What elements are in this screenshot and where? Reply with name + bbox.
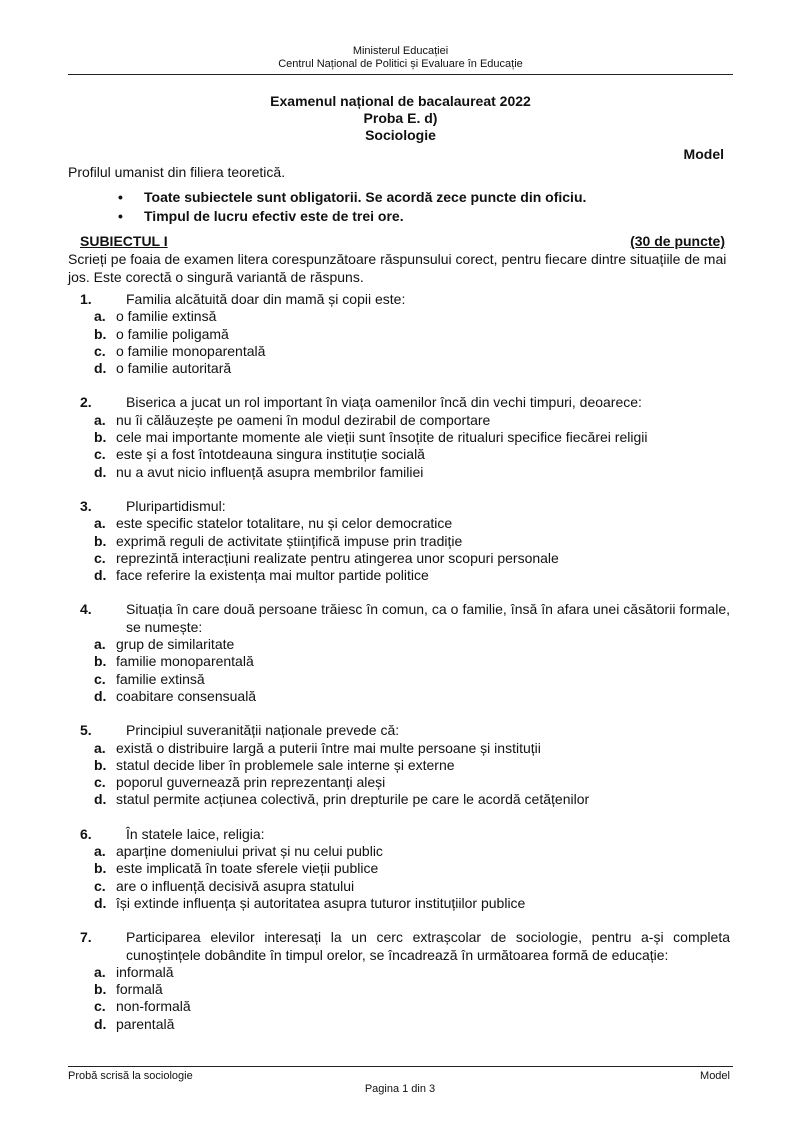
- answer-option: [80, 636, 730, 653]
- option-text: formală: [116, 981, 163, 998]
- option-letter: a.: [94, 963, 106, 980]
- answer-option: [80, 326, 730, 343]
- answer-option: [80, 533, 730, 550]
- option-text: aparține domeniului privat și nu celui public: [116, 843, 383, 860]
- question-number: 2.: [80, 394, 92, 411]
- question-text: Familia alcătuită doar din mamă și copii este:: [126, 291, 406, 307]
- answer-option: [80, 981, 730, 998]
- option-letter: d.: [94, 791, 107, 808]
- option-text: familie monoparentală: [116, 653, 254, 670]
- option-letter: b.: [94, 653, 107, 670]
- section-instructions: Scrieți pe foaia de examen litera corespunzătoare răspunsului corect, pentru fiecare dintre situațiile de mai jos. Este corectă o singură variantă de răspuns.: [68, 251, 727, 285]
- answer-option: [80, 515, 730, 532]
- option-letter: c.: [94, 670, 106, 687]
- option-letter: b.: [94, 860, 107, 877]
- answer-option: [80, 757, 730, 774]
- question-block: [80, 929, 730, 1033]
- section-heading: [80, 233, 725, 249]
- option-text: are o influență decisivă asupra statului: [116, 877, 355, 894]
- answer-option: [80, 688, 730, 705]
- option-letter: a.: [94, 739, 106, 756]
- option-letter: c.: [94, 877, 106, 894]
- option-text: o familie autoritară: [116, 360, 232, 377]
- answer-option: [80, 671, 730, 688]
- option-text: cele mai importante momente ale vieții sunt însoțite de ritualuri specifice fiecărei religii: [116, 429, 648, 446]
- question-stem: [80, 722, 730, 739]
- option-letter: a.: [94, 636, 106, 653]
- answer-option: [80, 740, 730, 757]
- answer-option: [80, 895, 730, 912]
- questions-list: [80, 291, 730, 1050]
- option-text: poporul guvernează prin reprezentanți aleși: [116, 774, 386, 791]
- answer-option: [80, 360, 730, 377]
- question-number: 7.: [80, 929, 92, 946]
- bullet-icon: •: [118, 189, 123, 205]
- option-letter: d.: [94, 567, 107, 584]
- section-title: SUBIECTUL I: [80, 233, 168, 249]
- option-letter: d.: [94, 1015, 107, 1032]
- answer-option: [80, 998, 730, 1015]
- option-text: nu îi călăuzește pe oameni în modul dezirabil de comportare: [116, 411, 491, 428]
- answer-option: [80, 843, 730, 860]
- question-stem: [80, 498, 730, 515]
- bullet-icon: •: [118, 208, 123, 224]
- subject-title: Sociologie: [365, 127, 436, 143]
- answer-option: [80, 653, 730, 670]
- question-stem: [80, 929, 730, 964]
- center-name: Centrul Național de Politici și Evaluare în Educație: [278, 58, 523, 70]
- question-block: [80, 498, 730, 584]
- question-block: [80, 601, 730, 705]
- option-letter: a.: [94, 308, 106, 325]
- profile-line: Profilul umanist din filiera teoretică.: [68, 164, 286, 180]
- option-letter: a.: [94, 411, 106, 428]
- answer-option: [80, 1016, 730, 1033]
- option-text: familie extinsă: [116, 670, 205, 687]
- question-text: Participarea elevilor interesați la un cerc extrașcolar de sociologie, pentru a-și completa cunoștințele dobândite în timpul orelor, se încadrează în următoarea formă de educație:: [126, 929, 730, 963]
- question-block: [80, 291, 730, 377]
- option-letter: d.: [94, 360, 107, 377]
- answer-option: [80, 464, 730, 481]
- option-text: exprimă reguli de activitate științifică impuse prin tradiție: [116, 532, 463, 549]
- page-number: Pagina 1 din 3: [364, 1083, 436, 1095]
- option-letter: c.: [94, 998, 106, 1015]
- question-block: [80, 394, 730, 480]
- answer-option: [80, 412, 730, 429]
- proba-title: Proba E. d): [363, 110, 438, 126]
- rule-item: • Toate subiectele sunt obligatorii. Se acordă zece puncte din oficiu.: [118, 189, 587, 205]
- question-text: Biserica a jucat un rol important în viața oamenilor încă din vechi timpuri, deoarece:: [126, 394, 642, 411]
- answer-option: [80, 878, 730, 895]
- option-letter: c.: [94, 774, 106, 791]
- answer-option: [80, 446, 730, 463]
- option-letter: c.: [94, 446, 106, 463]
- question-stem: [80, 291, 730, 308]
- option-text: este implicată în toate sferele vieții publice: [116, 860, 379, 877]
- section-points: (30 de puncte): [630, 233, 725, 249]
- option-text: nu a avut nicio influență asupra membrilor familiei: [116, 463, 424, 480]
- header-divider: [68, 74, 733, 75]
- option-text: non-formală: [116, 998, 191, 1015]
- footer-divider: [68, 1066, 733, 1067]
- question-number: 6.: [80, 825, 92, 842]
- question-block: [80, 722, 730, 808]
- answer-option: [80, 429, 730, 446]
- answer-option: [80, 791, 730, 808]
- footer-left: Probă scrisă la sociologie: [68, 1070, 193, 1082]
- exam-title: Examenul național de bacalaureat 2022: [270, 93, 531, 109]
- option-text: o familie poligamă: [116, 325, 229, 342]
- question-stem: [80, 394, 730, 411]
- question-number: 4.: [80, 601, 92, 618]
- option-letter: d.: [94, 894, 107, 911]
- question-text: Situația în care două persoane trăiesc în comun, ca o familie, însă în afara unei căsătorii formale, se numește:: [126, 601, 730, 635]
- answer-option: [80, 343, 730, 360]
- answer-option: [80, 550, 730, 567]
- question-stem: [80, 826, 730, 843]
- rule-item: • Timpul de lucru efectiv este de trei ore.: [118, 208, 404, 224]
- option-text: este și a fost întotdeauna singura instituție socială: [116, 446, 425, 463]
- option-text: coabitare consensuală: [116, 687, 257, 704]
- answer-option: [80, 964, 730, 981]
- question-number: 3.: [80, 497, 92, 514]
- option-text: o familie monoparentală: [116, 342, 266, 359]
- option-text: își extinde influența și autoritatea asupra tuturor instituțiilor publice: [116, 894, 526, 911]
- rules-list: [118, 188, 586, 226]
- option-text: face referire la existența mai multor partide politice: [116, 567, 429, 584]
- answer-option: [80, 860, 730, 877]
- document-header: [68, 45, 733, 71]
- option-text: statul permite acțiunea colectivă, prin drepturile pe care le acordă cetățenilor: [116, 791, 590, 808]
- ministry-name: Ministerul Educației: [352, 45, 449, 57]
- answer-option: [80, 567, 730, 584]
- question-text: În statele laice, religia:: [126, 825, 265, 842]
- option-letter: b.: [94, 325, 107, 342]
- answer-option: [80, 308, 730, 325]
- option-letter: b.: [94, 429, 107, 446]
- option-letter: d.: [94, 463, 107, 480]
- model-label: Model: [683, 146, 724, 162]
- option-text: este specific statelor totalitare, nu și celor democratice: [116, 515, 453, 532]
- question-number: 1.: [80, 291, 92, 307]
- question-text: Pluripartidismul:: [126, 497, 226, 514]
- option-letter: b.: [94, 532, 107, 549]
- footer-right: Model: [700, 1070, 730, 1082]
- option-letter: d.: [94, 687, 107, 704]
- question-number: 5.: [80, 722, 92, 739]
- option-letter: b.: [94, 756, 107, 773]
- option-text: parentală: [116, 1015, 175, 1032]
- exam-titles: [68, 93, 733, 144]
- answer-option: [80, 774, 730, 791]
- option-text: există o distribuire largă a puterii între mai multe persoane și instituții: [116, 739, 541, 756]
- option-text: informală: [116, 963, 174, 980]
- option-letter: c.: [94, 342, 106, 359]
- option-letter: c.: [94, 549, 106, 566]
- question-text: Principiul suveranității naționale prevede că:: [126, 722, 400, 739]
- option-letter: a.: [94, 843, 106, 860]
- question-block: [80, 826, 730, 912]
- option-letter: b.: [94, 981, 107, 998]
- option-letter: a.: [94, 515, 106, 532]
- question-stem: [80, 601, 730, 636]
- option-text: grup de similaritate: [116, 636, 235, 653]
- option-text: o familie extinsă: [116, 308, 217, 325]
- option-text: reprezintă interacțiuni realizate pentru atingerea unor scopuri personale: [116, 549, 559, 566]
- option-text: statul decide liber în problemele sale interne și externe: [116, 756, 455, 773]
